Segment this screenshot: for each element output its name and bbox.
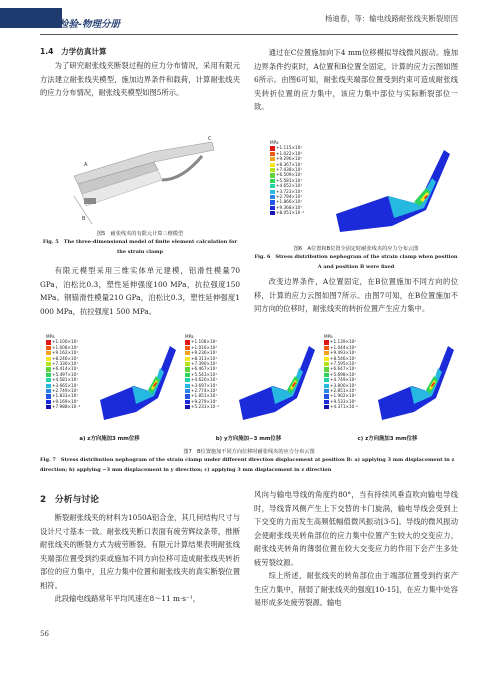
legend-swatch — [324, 351, 329, 355]
fig6-legend-entry: +7.438×10¹ — [270, 167, 304, 172]
fig6-legend-entry: +8.367×10¹ — [270, 162, 304, 167]
fig7-subcaption: a) z方向施加3 mm位移 — [79, 436, 140, 442]
fig7-legend-entry: +3.697×10¹ — [185, 383, 219, 388]
fig7-legend-entry: +1.044×10² — [324, 345, 358, 350]
paragraph: 通过在C位置施加向下4 mm位移模拟导线微风振动。施加边界条件约束时，A位置和B位置全固定，计算的应力云图如图6所示。由图6可知，耐张线夹端部位置受到约束可造成耐张线夹转折位置的应力集中，该应力集中部位与实际断裂部位一致。 — [254, 48, 458, 111]
legend-swatch — [46, 351, 51, 355]
fig6-legend-entry: +1.022×10² — [270, 151, 304, 156]
fig7-legend-entry: +5.233×10⁻² — [185, 404, 219, 409]
legend-swatch — [270, 200, 275, 204]
fig7-legend-entry: +1.851×10¹ — [185, 393, 219, 398]
fig7-legend-entry: +9.279×10⁰ — [185, 399, 219, 404]
fig7-legend-entry: +4.581×10¹ — [46, 377, 80, 382]
fig5-label-a: A — [84, 162, 88, 168]
legend-swatch — [46, 367, 51, 371]
fig7-legend-title: MPa — [185, 334, 194, 339]
paragraph: 有限元模型采用三维实体单元建模，铝滑性模量70 GPa，泊松比0.3，塑性延伸强度100 MPa，抗拉强度150 MPa。钢锚滑性模量210 GPa，泊松比0.3，塑性延伸强度1 000 MPa，抗拉强度1 500 MPa。 — [40, 266, 240, 316]
fig6-legend-entry: +2.794×10¹ — [270, 194, 304, 199]
fig7-panel-b — [179, 334, 318, 446]
fig7-legend-entry: +5.497×10¹ — [46, 372, 80, 377]
legend-swatch — [324, 394, 329, 398]
fig7-legend-entry: +5.698×10¹ — [324, 372, 358, 377]
legend-swatch — [46, 378, 51, 382]
paragraph: 为了研究耐张线夹断裂过程的应力分布情况，采用有限元方法建立耐张线夹模型，施加边界条件和载荷，计算耐张线夹的应力分布情况，耐张线夹模型如图5所示。 — [40, 61, 240, 97]
figure-6-nephogram — [270, 140, 450, 240]
section-heading-2: 2 分析与讨论 — [40, 495, 99, 505]
right-column-mid — [254, 275, 458, 316]
fig5-caption — [40, 230, 240, 257]
fig7-legend-title: MPa — [46, 334, 55, 339]
fig7-legend-entry: +2.851×10¹ — [324, 388, 358, 393]
fig7-legend-entry: +6.414×10¹ — [46, 366, 80, 371]
legend-swatch — [185, 351, 190, 355]
fig7-caption-en: Fig. 7 Stress distribution nephogram of the strain clamp under different direction displacement at position B: a) applying 3 mm displacement in z direction; b) applying −3 mm displacement in y direction; c) applying 3 mm displacement in z direction — [40, 457, 455, 473]
fig5-caption-cn: 图5 耐张线夹的有限元计算三维模型 — [96, 231, 184, 237]
fig7-legend-entry: +9.493×10¹ — [324, 350, 358, 355]
fig6-legend-entry: +5.581×10¹ — [270, 178, 304, 183]
section-heading-1-4: 1.4 力学仿真计算 — [40, 47, 107, 56]
section-2-right — [254, 488, 458, 610]
fig6-legend-entry: +1.115×10² — [270, 145, 304, 150]
fig7-subcaption: b) y方向施加−3 mm位移 — [215, 436, 282, 442]
fig7-clamp-render — [96, 340, 176, 426]
fig7-legend-entry: +4.371×10⁻² — [324, 404, 358, 409]
fig7-legend-entry: +7.390×10¹ — [185, 361, 219, 366]
fig7-legend-entry: +1.016×10² — [185, 345, 219, 350]
fig7-legend-entry: +4.620×10¹ — [185, 377, 219, 382]
legend-swatch — [185, 405, 190, 409]
figure-7-panels — [40, 334, 458, 446]
running-title: 杨迪春，等：输电线路耐张线夹断裂原因 — [324, 14, 458, 23]
legend-swatch — [185, 378, 190, 382]
fig6-legend-entry: +1.866×10¹ — [270, 199, 304, 204]
fig6-legend-entry: +9.296×10¹ — [270, 156, 304, 161]
fig7-legend — [324, 334, 358, 410]
fig7-legend — [46, 334, 80, 410]
fig7-legend-entry: +9.533×10⁰ — [324, 399, 358, 404]
fig7-subcaption: c) z方向施加3 mm位移 — [357, 436, 418, 442]
fig6-caption — [254, 245, 458, 272]
fig7-legend-entry: +1.139×10² — [324, 339, 358, 344]
legend-swatch — [324, 340, 329, 344]
fig7-legend — [185, 334, 219, 410]
fig7-legend-entry: +5.543×10¹ — [185, 372, 219, 377]
fig5-caption-en: Fig. 5 The three-dimensional model of finite element calculation for the strain clamp — [42, 239, 238, 255]
fig7-legend-entry: +7.988×10⁻³ — [46, 404, 80, 409]
fig7-legend-entry: +1.100×10² — [46, 339, 80, 344]
fig7-clamp-render — [374, 340, 454, 426]
fig7-legend-title: MPa — [324, 334, 333, 339]
legend-swatch — [324, 367, 329, 371]
fig5-label-c: C — [208, 136, 212, 142]
fig7-legend-entry: +7.595×10¹ — [324, 361, 358, 366]
paragraph: 断裂耐张线夹的材料为1050A铝合金，其几何结构尺寸与设计尺寸基本一致。耐张线夹断口表面有疲劳辉纹条带，推断耐张线夹的断裂方式为疲劳断裂。有限元计算结果表明耐张线夹端部位置受到约束或施加不同方向位移可造成耐张线夹转折部位的应力集中，且应力集中位置和耐张线夹的真实断裂位置相符。 — [40, 513, 240, 590]
fig6-legend-title: MPa — [270, 140, 279, 145]
legend-swatch — [270, 211, 275, 215]
fig7-legend-entry: +2.774×10¹ — [185, 388, 219, 393]
fig6-legend-entry: +8.051×10⁻² — [270, 210, 304, 215]
fig7-legend-entry: +6.647×10¹ — [324, 366, 358, 371]
paragraph: 改变边界条件，A位置固定，在B位置施加不同方向的位移，计算的应力云图如图7所示。由图7可知，在B位置施加不同方向的位移时，耐张线夹的转折位置产生应力集中。 — [254, 277, 458, 313]
legend-swatch — [270, 157, 275, 161]
fig7-clamp-render — [235, 340, 315, 426]
fig7-legend-entry: +9.236×10¹ — [185, 350, 219, 355]
fig7-legend-entry: +1.008×10² — [46, 345, 80, 350]
fig7-legend-entry: +9.169×10⁰ — [46, 399, 80, 404]
left-column-mid — [40, 264, 240, 318]
fig7-legend-entry: +8.546×10¹ — [324, 356, 358, 361]
legend-swatch — [324, 405, 329, 409]
paragraph: 综上所述，耐张线夹的转角部位由于端部位置受到约束产生应力集中，削弱了耐张线夹的强度[10-15]，在应力集中处容易形成多处疲劳裂源。输电 — [254, 571, 458, 607]
legend-swatch — [270, 184, 275, 188]
fig7-legend-entry: +3.800×10¹ — [324, 383, 358, 388]
legend-swatch — [270, 173, 275, 177]
figure-5-model — [62, 136, 222, 228]
fig7-caption-cn: 图7 B位置施加不同方向位移时耐张线夹的应力分布云图 — [183, 449, 315, 455]
paragraph: 风向与输电导线的角度约80°，当有持续风垂直吹向输电导线时，导线背风侧产生上下交替的卡门旋涡，输电导线会受到上下交变的力而发生高频低幅值微风振动[3-5]。导线的微风振动会使耐张线夹转角部位的应力集中位置产生较大的交变应力，耐张线夹转角的薄弱位置在较大交变应力的作用下会产生多处疲劳裂纹源。 — [254, 490, 458, 567]
fig7-legend-entry: +3.665×10¹ — [46, 383, 80, 388]
fig7-legend-entry: +8.313×10¹ — [185, 356, 219, 361]
legend-swatch — [270, 146, 275, 150]
legend-swatch — [185, 340, 190, 344]
fig6-legend — [270, 140, 304, 216]
legend-swatch — [185, 394, 190, 398]
fig7-legend-entry: +6.467×10¹ — [185, 366, 219, 371]
legend-swatch — [324, 378, 329, 382]
paragraph: 此段输电线路常年平均风速在8～11 m·s⁻¹， — [54, 594, 201, 603]
fig5-label-b: B — [82, 216, 86, 222]
fig7-legend-entry: +1.833×10¹ — [46, 393, 80, 398]
fig7-legend-entry: +8.246×10¹ — [46, 356, 80, 361]
fig6-legend-entry: +9.368×10⁰ — [270, 205, 304, 210]
fig7-legend-entry: +9.162×10¹ — [46, 350, 80, 355]
fig7-legend-entry: +7.330×10¹ — [46, 361, 80, 366]
fig7-caption — [40, 448, 458, 475]
legend-swatch — [46, 405, 51, 409]
fig7-panel-a — [40, 334, 179, 446]
fig6-caption-en: Fig. 6 Stress distribution nephogram of the strain clamp when position A and position B were fixed — [254, 254, 458, 270]
legend-swatch — [46, 340, 51, 344]
section-2-left — [40, 492, 240, 606]
fig6-legend-entry: +6.509×10¹ — [270, 172, 304, 177]
left-column-top — [40, 46, 240, 100]
page-number: 56 — [40, 630, 49, 638]
fig6-caption-cn: 图6 A位置和B位置全固定时耐张线夹的应力分布云图 — [293, 246, 419, 252]
fig7-legend-entry: +1.902×10¹ — [324, 393, 358, 398]
fig7-panel-c — [318, 334, 457, 446]
legend-swatch — [185, 367, 190, 371]
journal-logo-text: 理化检验-物理分册 — [40, 19, 120, 30]
header-rule — [40, 34, 458, 35]
fig6-legend-entry: +3.723×10¹ — [270, 189, 304, 194]
fig7-legend-entry: +2.749×10¹ — [46, 388, 80, 393]
fig7-legend-entry: +4.749×10¹ — [324, 377, 358, 382]
legend-swatch — [46, 394, 51, 398]
fig7-legend-entry: +1.108×10² — [185, 339, 219, 344]
right-column-top — [254, 46, 458, 114]
fig6-legend-entry: +4.652×10¹ — [270, 183, 304, 188]
